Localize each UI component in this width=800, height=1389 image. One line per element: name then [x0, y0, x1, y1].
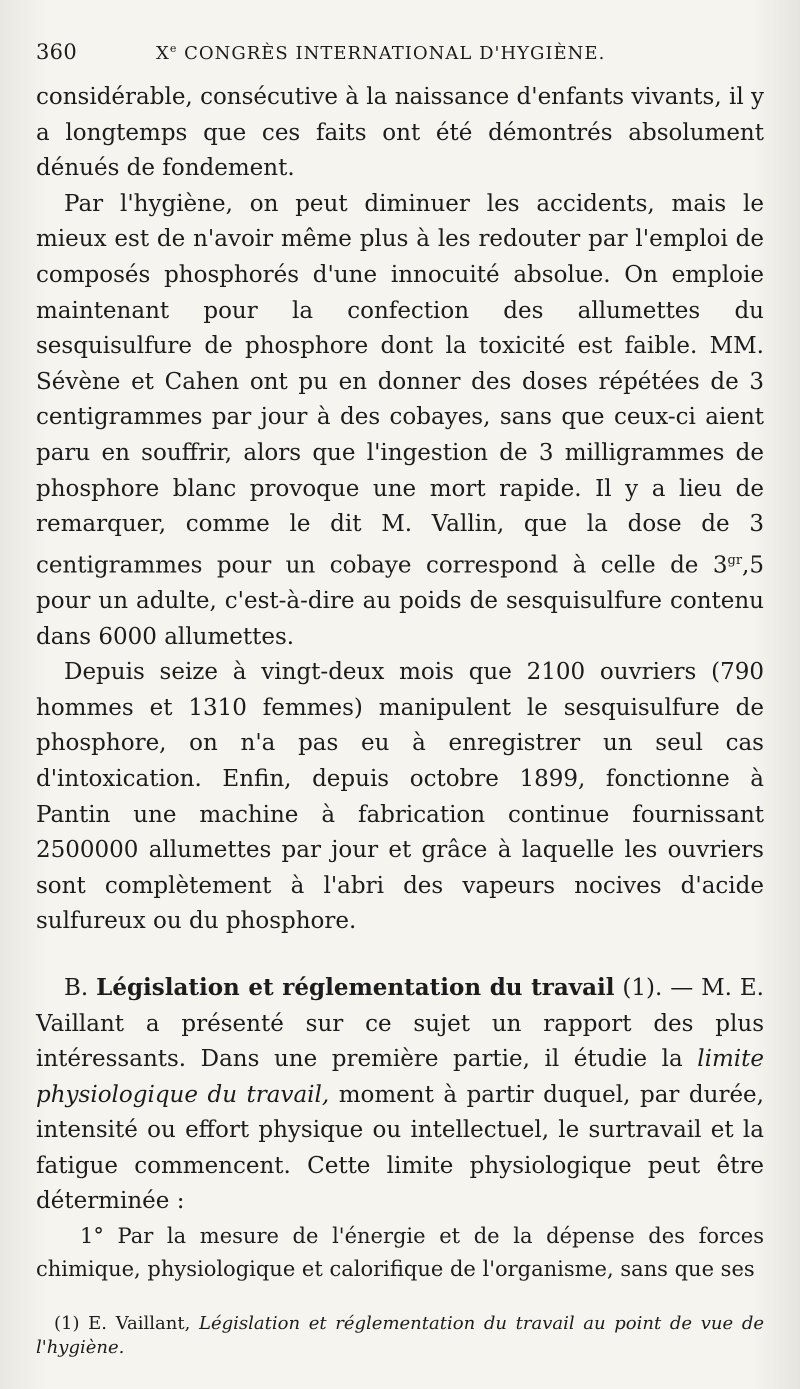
running-head-rest: CONGRÈS INTERNATIONAL D'HYGIÈNE. [177, 43, 606, 64]
body-text [36, 80, 764, 1286]
page-header [36, 40, 764, 80]
running-head [156, 42, 605, 64]
page-number: 360 [36, 40, 77, 64]
paragraph-4-italic: limite physiologique du travail, [36, 1046, 764, 1108]
paragraph-4-end: moment à partir duquel, par durée, intensité ou effort physique ou intellectuel, le surtravail et la fatigue commencent. Cette limite physiologique peut être déterminée : [36, 1081, 764, 1215]
footnote-ref: (1) E. Vaillant, [54, 1313, 200, 1335]
section-gap [36, 940, 764, 970]
footnote-title: Législation et réglementation du travail au point de vue de l'hygiène. [36, 1313, 764, 1359]
paragraph-4-start: M. E. Vaillant a présenté sur ce sujet un rapport des plus intéressants. Dans une première partie, il étudie la [36, 974, 764, 1073]
list-item-1: 1° Par la mesure de l'énergie et de la dépense des forces chimique, physiologique et calorifique de l'organisme, sans que ses [36, 1224, 764, 1282]
paragraph-2-end: ,5 pour un adulte, c'est-à-dire au poids de sesquisulfure contenu dans 6000 allumettes. [36, 552, 764, 650]
paragraph-4 [36, 970, 764, 1220]
section-label: B. [64, 974, 89, 1001]
running-head-prefix: X [156, 43, 170, 64]
paragraph-2-main: Par l'hygiène, on peut diminuer les accidents, mais le mieux est de n'avoir même plus à les redouter par l'emploi de composés phosphorés d'une innocuité absolue. On emploie maintenant pour la confection des allumettes du sesquisulfure de phosphore dont la toxicité est faible. MM. Sévène et Cahen ont pu en donner des doses répétées de 3 centigrammes par jour à des cobayes, sans que ceux-ci aient paru en souffrir, alors que l'ingestion de 3 milligrammes de phosphore blanc provoque une mort rapide. Il y a lieu de remarquer, comme le dit M. Vallin, que la dose de 3 centigrammes pour un cobaye correspond à celle de 3 [36, 190, 764, 579]
running-head-sup: e [169, 42, 178, 55]
paragraph-3: Depuis seize à vingt-deux mois que 2100 ouvriers (790 hommes et 1310 femmes) manipulent le sesquisulfure de phosphore, on n'a pas eu à enregistrer un seul cas d'intoxication. Enfin, depuis octobre 1899, fonctionne à Pantin une machine à fabrication continue fournissant 2500000 allumettes par jour et grâce à laquelle les ouvriers sont complètement à l'abri des vapeurs nocives d'acide sulfureux ou du phosphore. [36, 659, 764, 935]
paragraph-2 [36, 187, 764, 655]
footnote-separator [36, 1286, 764, 1292]
gram-unit-sup: gr [727, 552, 743, 568]
section-footnote-ref: (1). — [614, 974, 702, 1001]
section-title: Législation et réglementation du travail [96, 973, 615, 1001]
footnote [36, 1312, 764, 1360]
paragraph-1: considérable, consécutive à la naissance d'enfants vivants, il y a longtemps que ces faits ont été démontrés absolument dénués de fondement. [36, 84, 764, 182]
